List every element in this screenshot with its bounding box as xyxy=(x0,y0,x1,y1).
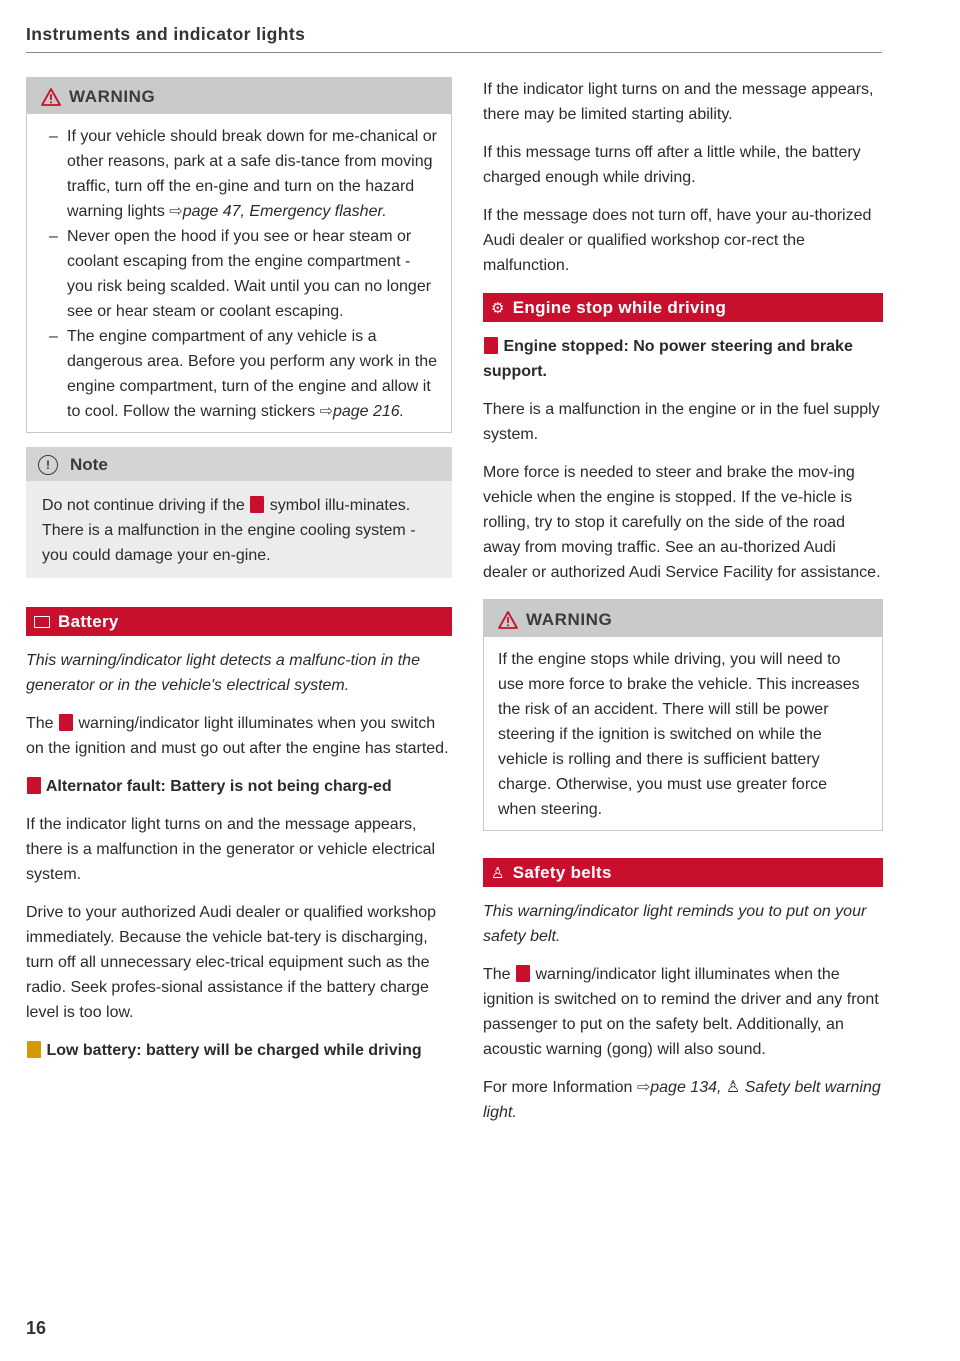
note-box-header xyxy=(26,447,452,481)
warning-triangle-icon xyxy=(41,88,61,106)
coolant-symbol-icon xyxy=(250,496,264,513)
arrow-right-icon: ⇨ xyxy=(169,203,183,220)
warning-box xyxy=(26,77,452,433)
page-number: 16 xyxy=(26,1318,47,1338)
battery-section-title: Battery xyxy=(58,612,119,631)
body-paragraph: More force is needed to steer and brake the mov-ing vehicle when the engine is stopped. If the ve-hicle is rolling, try to stop it carefully on the side of the road away from moving traffic. See an au-thorized Audi dealer or authorized Audi Service Facility for assistance. xyxy=(483,464,881,581)
header-divider xyxy=(26,52,882,53)
warning-box xyxy=(483,599,883,831)
alternator-fault-heading: Alternator fault: Battery is not being charg-ed xyxy=(26,774,452,799)
cross-reference-link[interactable]: page 47, Emergency flasher. xyxy=(182,203,387,220)
body-paragraph: The warning/indicator light illuminates when the ignition is switched on to remind the driver and any front passenger to put on the safety belt. Additionally, an acoustic warning (gong) will also sound. xyxy=(483,966,879,1058)
left-column xyxy=(26,77,452,1063)
battery-yellow-symbol-icon xyxy=(27,1041,41,1058)
warning-item: – If your vehicle should break down for me-chanical or other reasons, park at a safe dis-tance from moving traffic, turn off the en-gine and turn on the hazard warning lights ⇨page 47, Emergency flasher. xyxy=(41,124,437,224)
note-text: Do not continue driving if the symbol illu-minates. There is a malfunction in the engine cooling system - you could damage your en-gine. xyxy=(42,497,416,564)
seatbelt-symbol-icon xyxy=(516,965,530,982)
cross-reference-link[interactable]: page 216. xyxy=(332,403,405,420)
warning-box-header xyxy=(484,600,882,637)
battery-symbol-icon xyxy=(59,714,73,731)
battery-paragraph: Drive to your authorized Audi dealer or qualified workshop immediately. Because the vehicle bat-tery is discharging, turn off all unnecessary elec-trical equipment such as the radio. Seek profes-sional assistance if the battery charge level is too low. xyxy=(26,904,437,1021)
battery-paragraph: If the indicator light turns on and the message appears, there is a malfunction in the generator or vehicle electrical system. xyxy=(26,816,436,883)
safety-belts-intro: This warning/indicator light reminds you to put on your safety belt. xyxy=(483,903,867,945)
engine-section-bar xyxy=(483,293,883,322)
note-icon: ! xyxy=(38,455,58,475)
page-header-title: Instruments and indicator lights xyxy=(26,24,306,44)
engine-stop-symbol-icon xyxy=(484,337,498,354)
body-paragraph: For more Information ⇨page 134, ♙ Safety belt warning light. xyxy=(483,1079,881,1121)
cross-reference-link[interactable]: Safety belt warning light. xyxy=(483,1079,881,1121)
body-paragraph: If the indicator light turns on and the message appears, there may be limited starting ability. xyxy=(483,81,874,123)
body-paragraph: If the message does not turn off, have your au-thorized Audi dealer or qualified workshop cor-rect the malfunction. xyxy=(483,207,872,274)
warning-title: WARNING xyxy=(69,87,156,106)
battery-icon xyxy=(34,616,50,628)
note-title: Note xyxy=(70,455,108,474)
engine-section-title: Engine stop while driving xyxy=(512,298,727,317)
warning-list xyxy=(41,124,437,424)
note-box xyxy=(26,447,452,578)
warning-title: WARNING xyxy=(526,610,613,629)
arrow-right-icon: ⇨ xyxy=(319,403,333,420)
battery-intro: This warning/indicator light detects a malfunc-tion in the generator or in the vehicle's electrical system. xyxy=(26,652,420,694)
right-column xyxy=(483,77,883,1125)
warning-text: If the engine stops while driving, you will need to use more force to brake the vehicle. This increases the risk of an accident. There will still be power steering if the ignition is switched on while the vehicle is rolling and there is sufficient battery charge. Otherwise, you must use greater force when steering. xyxy=(498,651,860,818)
battery-symbol-icon xyxy=(27,777,41,794)
seatbelt-inline-icon: ♙ xyxy=(725,1079,741,1096)
warning-box-header xyxy=(27,77,451,114)
cross-reference-link[interactable]: page 134, xyxy=(650,1079,722,1096)
engine-stop-icon: ⚙ xyxy=(491,300,505,317)
battery-paragraph: The warning/indicator light illuminates when you switch on the ignition and must go out after the engine has started. xyxy=(26,715,449,757)
body-paragraph: There is a malfunction in the engine or in the fuel supply system. xyxy=(483,401,880,443)
warning-triangle-icon xyxy=(498,611,518,629)
safety-belts-section-title: Safety belts xyxy=(512,863,612,882)
warning-item: – Never open the hood if you see or hear steam or coolant escaping from the engine compartment - you risk being scalded. Wait until you can no longer see or hear steam or coolant escaping. xyxy=(41,224,437,324)
arrow-right-icon: ⇨ xyxy=(636,1079,651,1096)
engine-stopped-heading: Engine stopped: No power steering and brake support. xyxy=(483,338,853,380)
low-battery-heading: Low battery: battery will be charged while driving xyxy=(26,1038,452,1063)
body-paragraph: If this message turns off after a little while, the battery charged enough while driving. xyxy=(483,144,861,186)
warning-item: – The engine compartment of any vehicle is a dangerous area. Before you perform any work in the engine compartment, turn of the engine and allow it to cool. Follow the warning stickers ⇨page 216. xyxy=(41,324,437,424)
battery-section-bar xyxy=(26,607,452,636)
safety-belts-section-bar xyxy=(483,858,883,887)
seatbelt-icon: ♙ xyxy=(491,865,505,882)
